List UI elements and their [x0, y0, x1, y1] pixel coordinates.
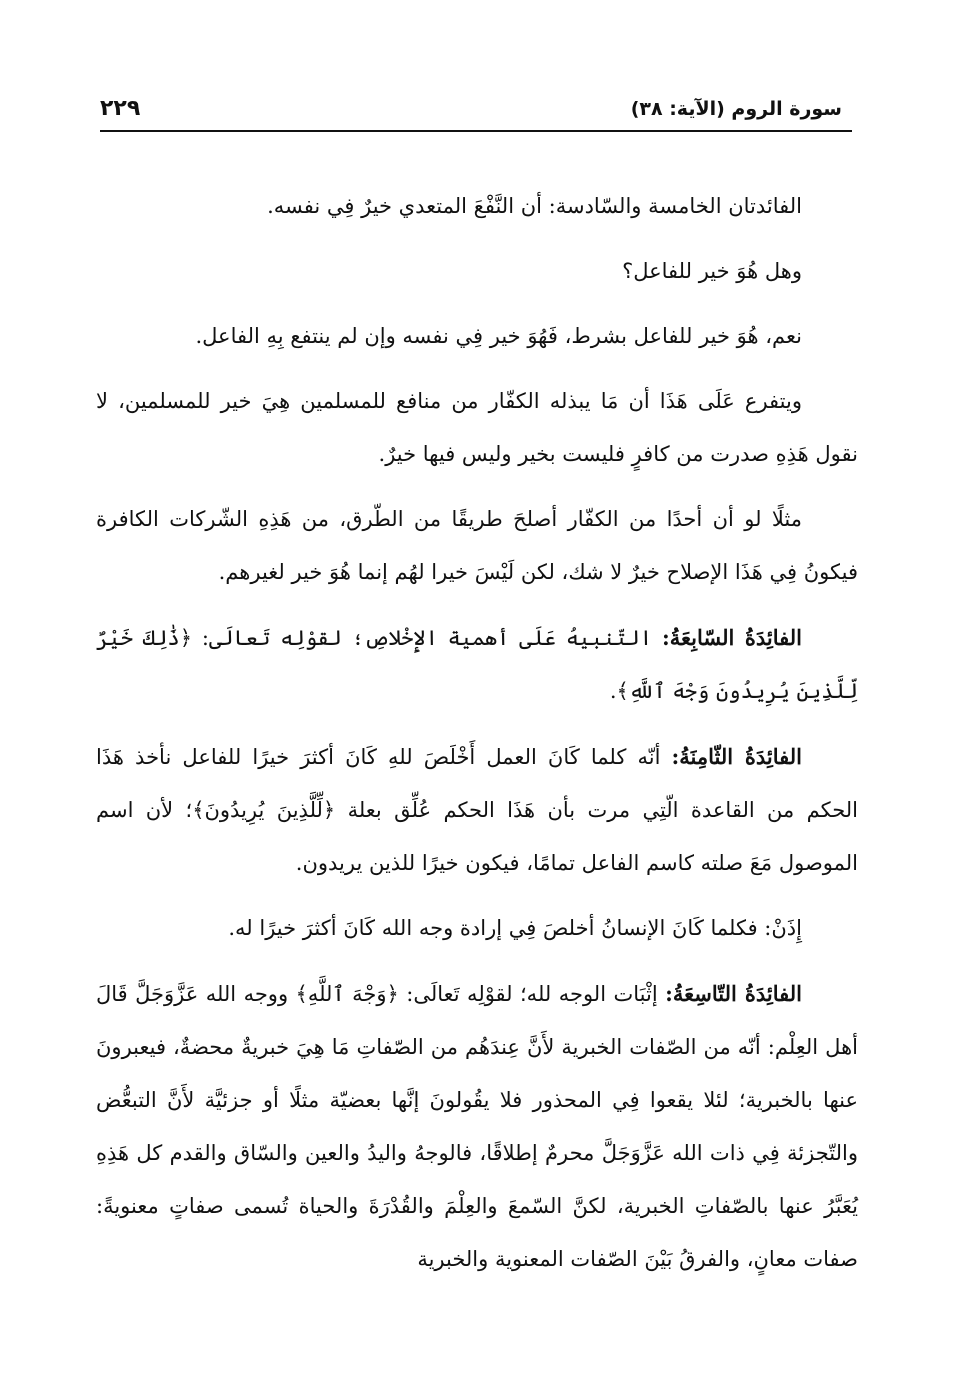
header-rule [100, 130, 852, 132]
paragraph [96, 493, 858, 599]
paragraph-text: التّنبيهُ عَلَى أهمية الإِخْلاصِ؛ لقوْلِه تَعالَى: ﴿ذَٰلِكَ خَيْرٌ لِّلَّذِينَ يُرِيدُونَ وَجْهَ ٱللَّهِ﴾. [96, 626, 858, 703]
benefit-heading: الفائِدَةُ التّاسِعَةُ: [665, 981, 802, 1006]
paragraph-text: وهل هُوَ خير للفاعل؟ [622, 259, 802, 283]
running-header [100, 96, 842, 130]
paragraph-text: أنّه كلما كَانَ العمل أَخْلَصَ للهِ كَانَ أكثرَ خيرًا للفاعل نأخذ هَذَا الحكم من القاعدة الّتِي مرت بأن هَذَا الحكم عُلِّق بعلة ﴿لِّلَّذِينَ يُرِيدُونَ﴾؛ لأن اسم الموصول مَعَ صلته كاسم الفاعل تمامًا، فيكون خيرًا للذين يريدون. [96, 745, 858, 875]
paragraph [96, 730, 858, 890]
body-text [96, 180, 858, 1298]
paragraph [96, 375, 858, 481]
paragraph-text: مثلًا لو أن أحدًا من الكفّار أصلحَ طريقًا من الطّرق، من هَذِهِ الشّركات الكافرة فيكونُ فِي هَذَا الإصلاح خيرٌ لا شك، لكن لَيْسَ خيرا لهُم إنما هُوَ خير لغيرهم. [96, 507, 858, 584]
paragraph [96, 310, 858, 363]
surah-title: سورة الروم (الآية: ٣٨) [630, 98, 842, 120]
paragraph [96, 180, 858, 233]
benefit-heading: الفائِدَةُ الثّامِنَةُ: [671, 744, 802, 769]
benefit-heading: الفائِدَةُ السّابِعَةُ: [662, 625, 802, 650]
paragraph-text: ويتفرع عَلَى هَذَا أن مَا يبذله الكفّار من منافع للمسلمين هِيَ خير للمسلمين، لا نقول هَذِهِ صدرت من كافرٍ فليست بخير وليس فيها خيرٌ. [96, 389, 858, 466]
paragraph [96, 902, 858, 955]
paragraph-text: إِذَنْ: فكلما كَانَ الإنسانُ أخلصَ فِي إرادة وجه الله كَانَ أكثرَ خيرًا له. [228, 916, 802, 940]
paragraph [96, 245, 858, 298]
page-number: ٢٢٩ [100, 96, 141, 121]
paragraph-text: إثْبَات الوجه لله؛ لقوْلِه تَعالَى: ﴿وَجْهَ ٱللَّهِ﴾ ووجه الله عَزَّوَجَلَّ قَالَ أهل العِلْم: أنّه من الصّفات الخبرية لأَنَّ عِندَهُم من الصّفاتِ مَا هِيَ خبريةٌ محضةٌ، فيعبرونَ عنها بالخبرية؛ لئلا يقعوا فِي المحذور فلا يقُولونَ إنَّها بعضيّة مثلًا أو جزئيَّة لأَنَّ التبعُّض والتّجزئة فِي ذات الله عَزَّوَجَلَّ محرمٌ إطلاقًا، فالوجهُ واليدُ والعين والسّاق والقدم كل هَذِهِ يُعَبَّرُ عنها بالصّفاتِ الخبرية، لكنَّ السّمعَ والعِلْمَ والقُدْرَةَ والحياة تُسمى صفاتٍ معنويةً: صفات معانٍ، والفرقُ بَيْنَ الصّفات المعنوية والخبرية [96, 982, 858, 1271]
paragraph [96, 967, 858, 1286]
paragraph-text: نعم، هُوَ خير للفاعل بشرط، فَهُوَ خير فِي نفسه وإن لم ينتفع بِهِ الفاعل. [195, 324, 802, 348]
paragraph-text: الفائدتان الخامسة والسّادسة: أن النَّفْعَ المتعدي خيرٌ فِي نفسه. [267, 194, 802, 218]
paragraph [96, 611, 858, 718]
